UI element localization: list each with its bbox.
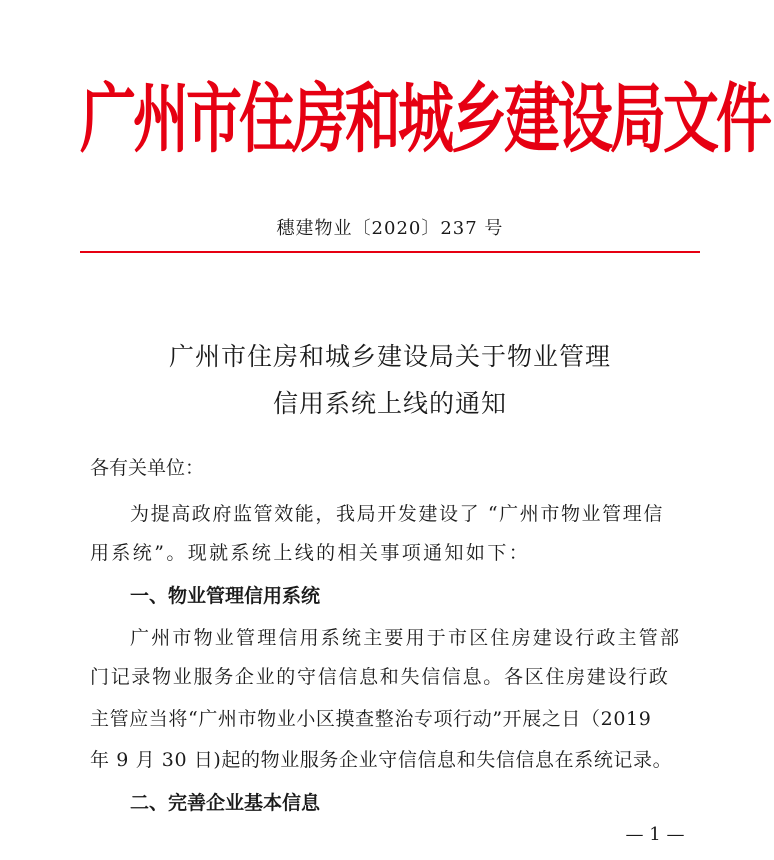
- masthead-title: 广州市住房和城乡建设局文件: [80, 76, 769, 164]
- intro-paragraph-line-1: 为提高政府监管效能，我局开发建设了 “广州市物业管理信: [130, 503, 664, 525]
- page-number: — 1 —: [625, 824, 685, 845]
- section-2-heading: 二、完善企业基本信息: [130, 792, 321, 814]
- section-1-heading: 一、物业管理信用系统: [130, 585, 321, 607]
- notice-title-line-2: 信用系统上线的通知: [272, 389, 507, 418]
- document-number: 穗建物业〔2020〕237 号: [276, 218, 504, 239]
- section-1-line-4: 年 9 月 30 日)起的物业服务企业守信信息和失信信息在系统记录。: [90, 749, 673, 771]
- salutation: 各有关单位：: [90, 457, 205, 479]
- section-1-line-1: 广州市物业管理信用系统主要用于市区住房建设行政主管部: [130, 627, 682, 649]
- red-divider-line: [80, 251, 700, 253]
- notice-title-line-1: 广州市住房和城乡建设局关于物业管理: [168, 342, 611, 371]
- intro-paragraph-line-2: 用系统”。现就系统上线的相关事项通知如下：: [90, 542, 531, 564]
- section-1-line-3: 主管应当将“广州市物业小区摸查整治专项行动”开展之日（2019: [90, 708, 652, 730]
- section-1-line-2: 门记录物业服务企业的守信信息和失信信息。各区住房建设行政: [90, 666, 670, 688]
